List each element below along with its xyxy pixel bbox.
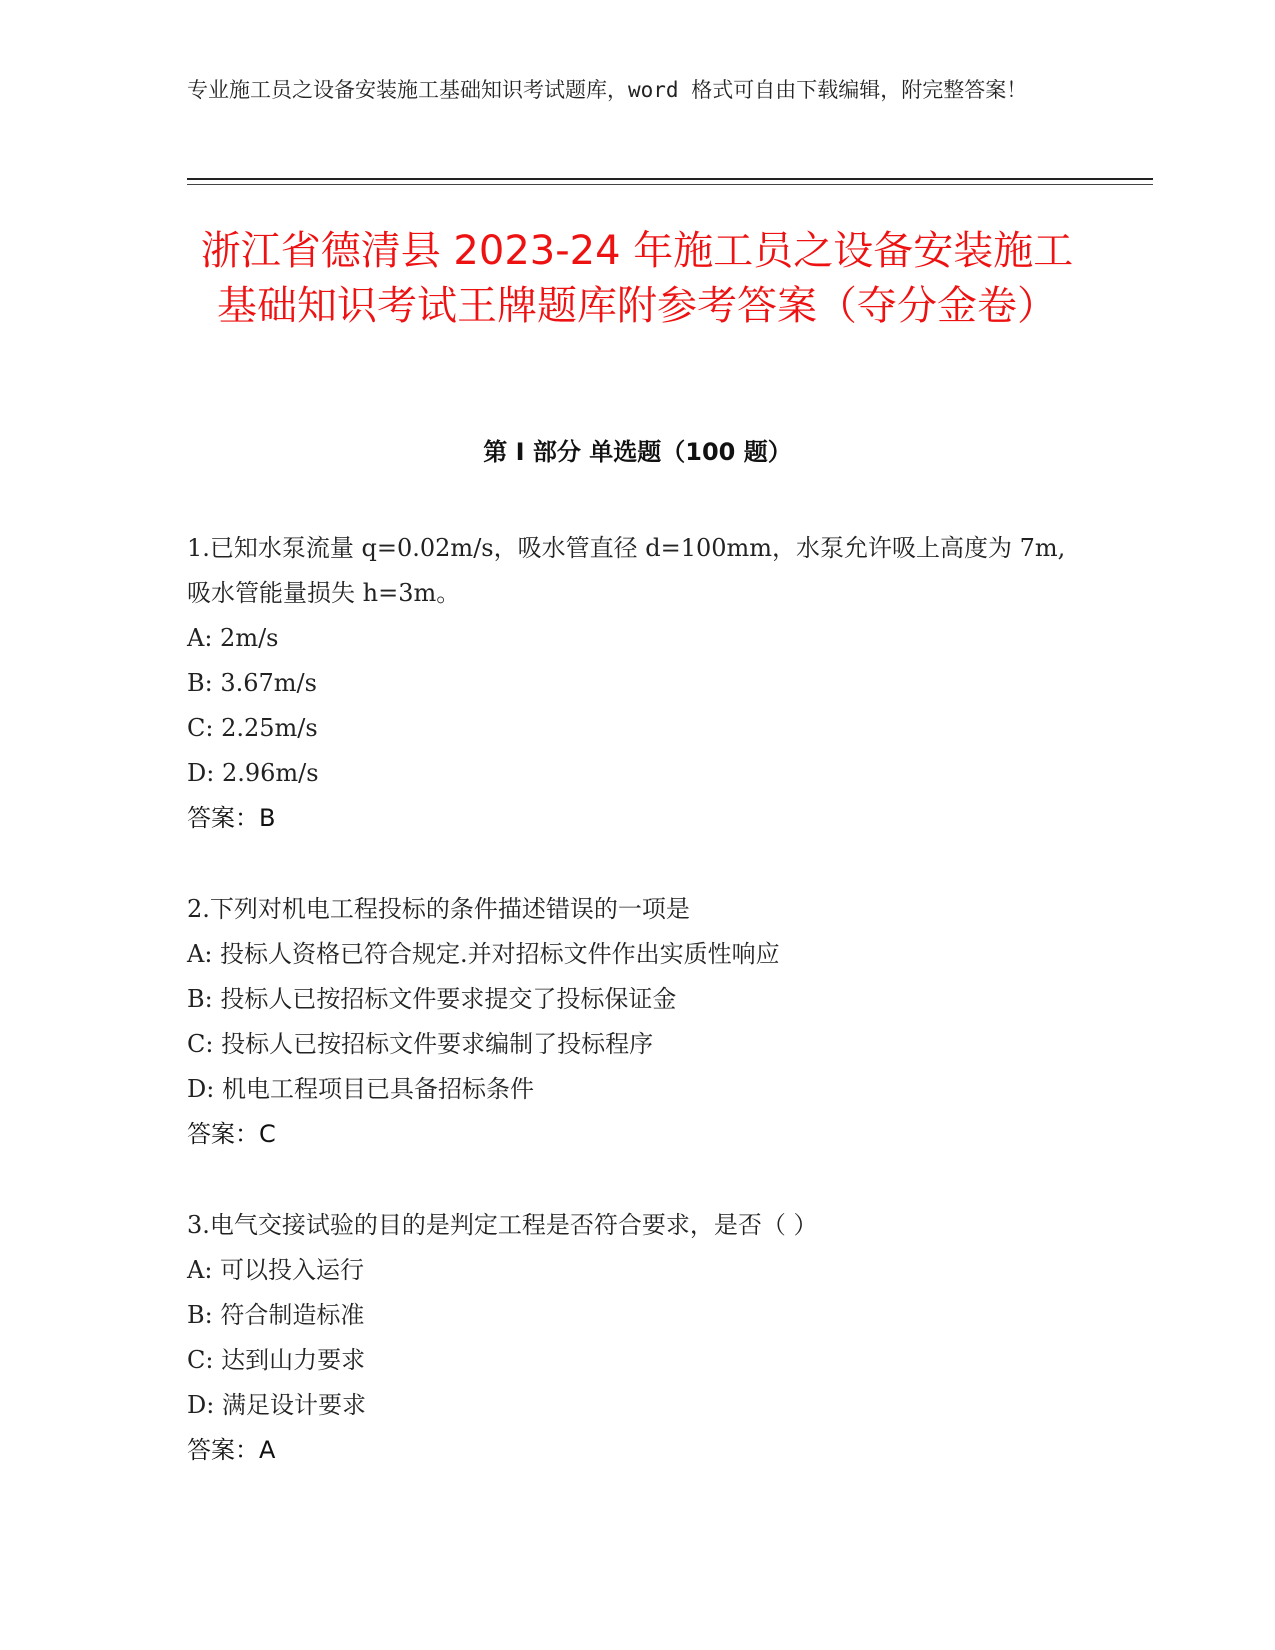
option-b: B: 投标人已按招标文件要求提交了投标保证金 bbox=[187, 985, 677, 1013]
header-divider-thick bbox=[187, 178, 1153, 180]
option-b: B: 3.67m/s bbox=[187, 669, 317, 697]
document-title: 浙江省德清县 2023-24 年施工员之设备安装施工基础知识考试王牌题库附参考答案（夺分金卷） bbox=[200, 228, 1074, 329]
question-1 bbox=[187, 526, 1077, 841]
section-title: 第 I 部分 单选题（100 题） bbox=[483, 438, 792, 466]
option-c: C: 2.25m/s bbox=[187, 714, 318, 742]
option-a: A: 投标人资格已符合规定.并对招标文件作出实质性响应 bbox=[187, 940, 780, 968]
answer: 答案：A bbox=[187, 1436, 276, 1464]
option-c: C: 达到山力要求 bbox=[187, 1346, 366, 1374]
option-a: A: 2m/s bbox=[187, 624, 279, 652]
option-d: D: 满足设计要求 bbox=[187, 1391, 366, 1419]
option-c: C: 投标人已按招标文件要求编制了投标程序 bbox=[187, 1030, 654, 1058]
question-2 bbox=[187, 887, 1077, 1157]
option-a: A: 可以投入运行 bbox=[187, 1256, 365, 1284]
question-text: 3.电气交接试验的目的是判定工程是否符合要求，是否（ ） bbox=[187, 1211, 818, 1239]
question-text: 2.下列对机电工程投标的条件描述错误的一项是 bbox=[187, 895, 690, 923]
header-note: 专业施工员之设备安装施工基础知识考试题库，word 格式可自由下载编辑，附完整答案！ bbox=[187, 78, 1028, 102]
option-d: D: 2.96m/s bbox=[187, 759, 319, 787]
question-3 bbox=[187, 1203, 1077, 1473]
question-list bbox=[187, 526, 1077, 1519]
option-d: D: 机电工程项目已具备招标条件 bbox=[187, 1075, 534, 1103]
answer: 答案：C bbox=[187, 1120, 276, 1148]
question-text: 1.已知水泵流量 q=0.02m/s，吸水管直径 d=100mm，水泵允许吸上高度为 7m,吸水管能量损失 h=3m。 bbox=[187, 534, 1066, 607]
header-divider-thin bbox=[187, 184, 1153, 185]
option-b: B: 符合制造标准 bbox=[187, 1301, 365, 1329]
answer: 答案：B bbox=[187, 804, 276, 832]
